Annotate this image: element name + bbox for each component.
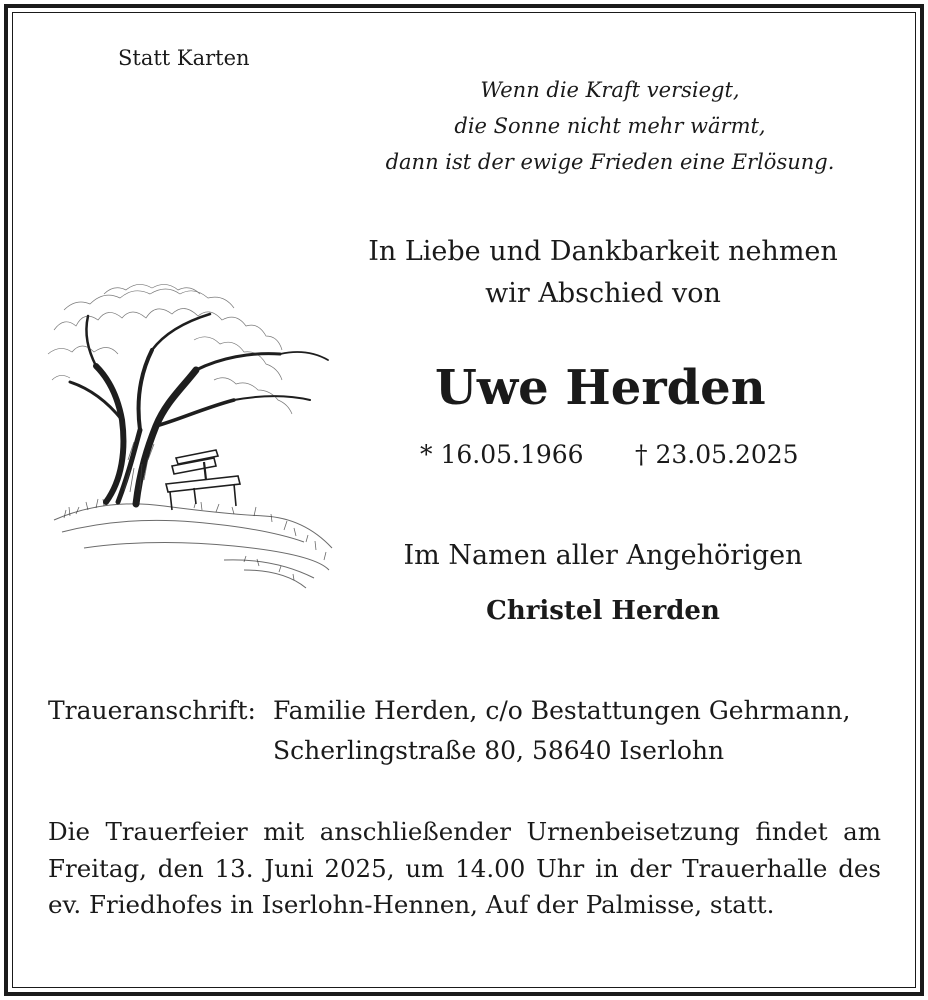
death-date: † 23.05.2025	[635, 440, 799, 469]
tree-with-bench-icon	[44, 270, 334, 592]
address-line: Scherlingstraße 80, 58640 Iserlohn	[273, 736, 725, 765]
birth-date: * 16.05.1966	[420, 440, 584, 469]
motto-line: dann ist der ewige Frieden eine Erlösung.	[385, 150, 835, 174]
intro-line: In Liebe und Dankbarkeit nehmen	[368, 236, 838, 267]
signer-name: Christel Herden	[486, 596, 720, 626]
ceremony-details: Die Trauerfeier mit anschließender Urnenbeisetzung findet am Freitag, den 13. Juni 2025, um 14.00 Uhr in der Trauerhalle des ev. Friedhofes in Iserlohn-Hennen, Auf der Palmisse, statt.	[48, 817, 881, 919]
farewell-intro	[330, 231, 876, 315]
statt-karten-note: Statt Karten	[118, 46, 250, 70]
motto-verse	[330, 72, 890, 180]
on-behalf-line: Im Namen aller Angehörigen	[403, 540, 803, 571]
motto-line: die Sonne nicht mehr wärmt,	[454, 114, 766, 138]
address-line: Familie Herden, c/o Bestattungen Gehrmann,	[273, 696, 851, 725]
address-label: Traueranschrift:	[48, 696, 256, 725]
deceased-name: Uwe Herden	[435, 360, 766, 416]
intro-line: wir Abschied von	[485, 278, 721, 309]
motto-line: Wenn die Kraft versiegt,	[480, 78, 740, 102]
